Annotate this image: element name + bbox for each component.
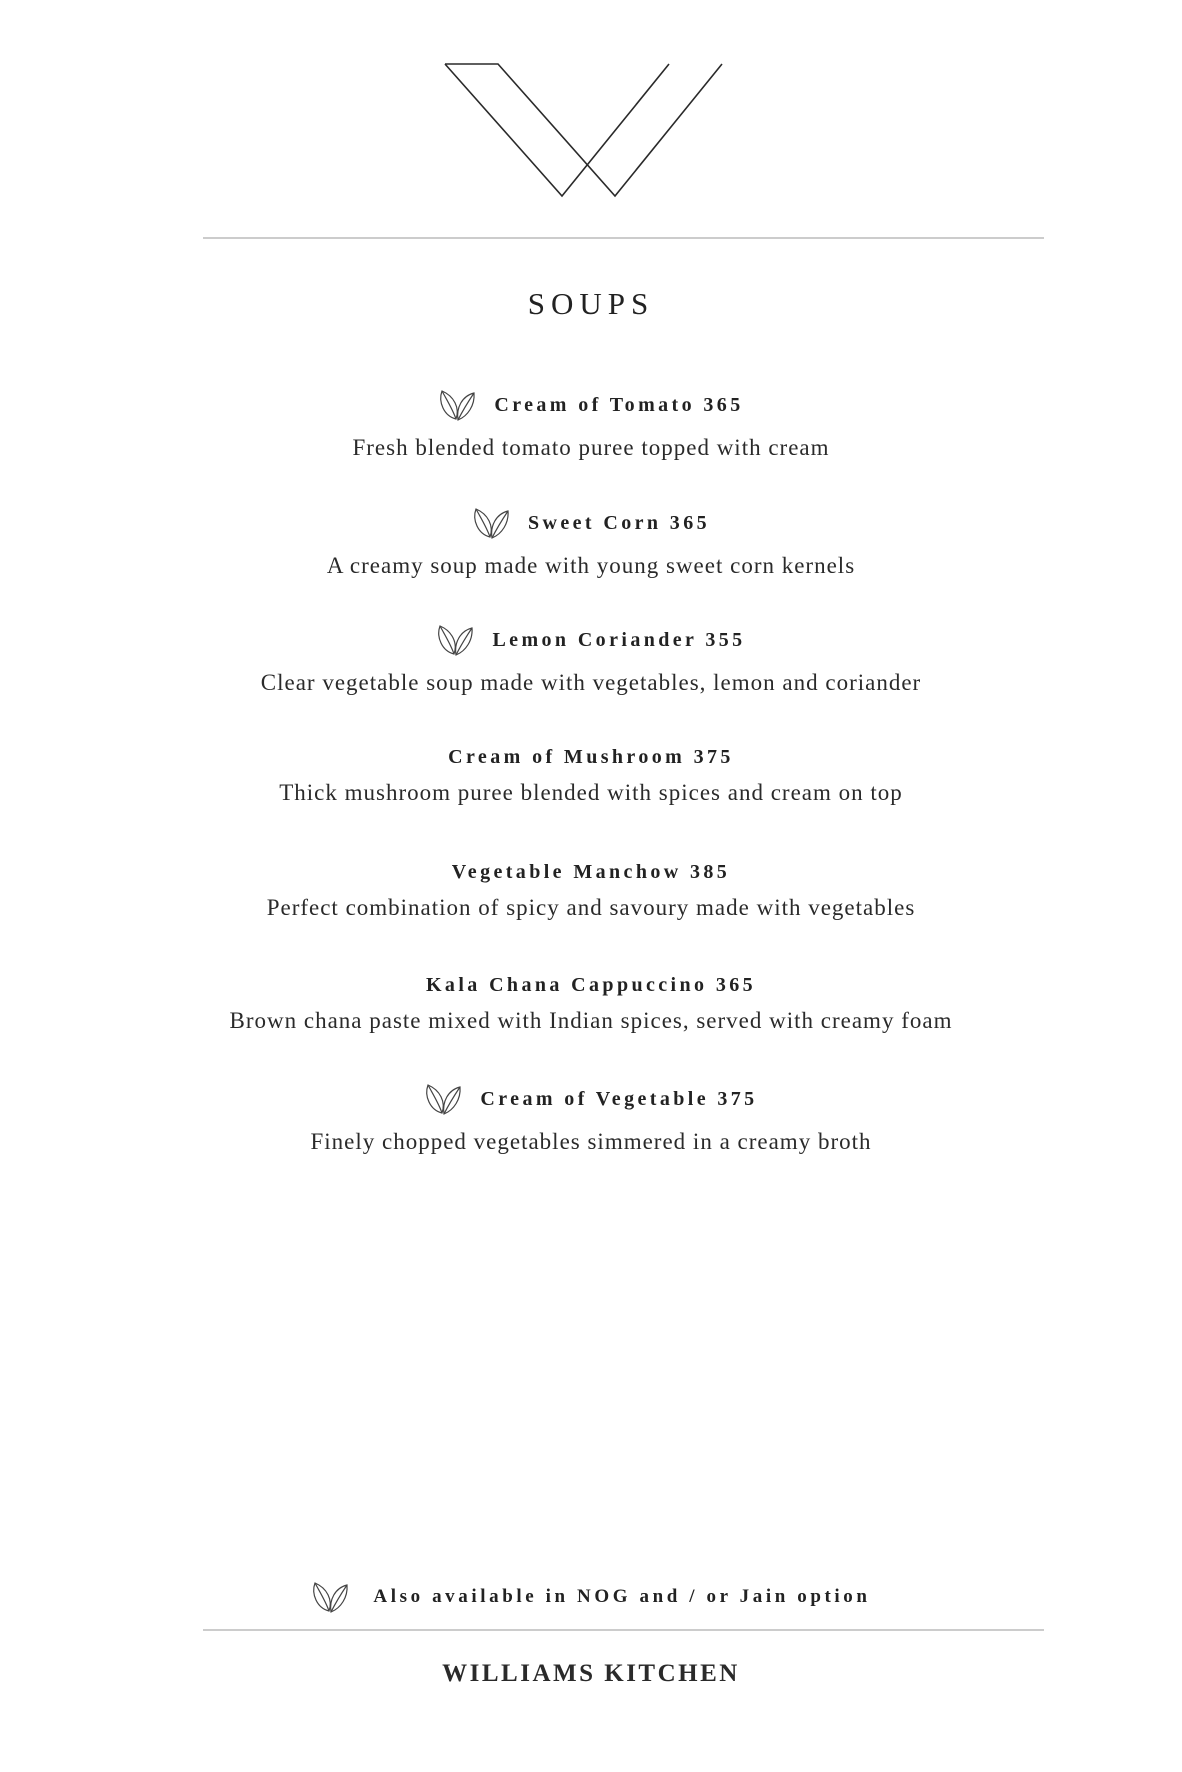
item-description: Finely chopped vegetables simmered in a creamy broth <box>310 1129 872 1154</box>
top-divider <box>203 237 1044 239</box>
item-description: Clear vegetable soup made with vegetables, lemon and coriander <box>260 670 922 695</box>
item-title: Cream of Mushroom 375 <box>448 745 734 768</box>
menu-item <box>0 625 1182 696</box>
menu-item <box>0 970 1182 1034</box>
menu-item <box>0 390 1182 461</box>
w-monogram-logo <box>440 60 760 200</box>
leaf-icon <box>424 1082 464 1116</box>
leaf-icon <box>436 623 476 657</box>
leaf-icon <box>438 388 478 422</box>
item-description: A creamy soup made with young sweet corn kernels <box>326 553 856 578</box>
leaf-icon <box>472 506 512 540</box>
item-title: Kala Chana Cappuccino 365 <box>425 973 757 996</box>
item-title: Cream of Tomato 365 <box>494 393 744 416</box>
item-title: Lemon Coriander 355 <box>492 628 746 651</box>
item-description: Perfect combination of spicy and savoury made with vegetables <box>266 895 916 920</box>
brand-name: WILLIAMS KITCHEN <box>442 1660 740 1687</box>
menu-item <box>0 742 1182 806</box>
item-description: Brown chana paste mixed with Indian spices, served with creamy foam <box>229 1008 953 1033</box>
bottom-divider <box>203 1629 1044 1631</box>
dietary-note-text: Also available in NOG and / or Jain option <box>373 1586 871 1607</box>
item-description: Thick mushroom puree blended with spices and cream on top <box>279 780 903 805</box>
menu-item <box>0 1084 1182 1155</box>
section-title: SOUPS <box>527 286 655 321</box>
menu-item <box>0 857 1182 921</box>
item-description: Fresh blended tomato puree topped with cream <box>352 435 830 460</box>
item-title: Vegetable Manchow 385 <box>451 860 731 883</box>
item-title: Sweet Corn 365 <box>527 511 711 534</box>
leaf-icon <box>311 1580 351 1614</box>
item-title: Cream of Vegetable 375 <box>480 1087 758 1110</box>
dietary-note <box>0 1580 1182 1619</box>
menu-item <box>0 508 1182 579</box>
